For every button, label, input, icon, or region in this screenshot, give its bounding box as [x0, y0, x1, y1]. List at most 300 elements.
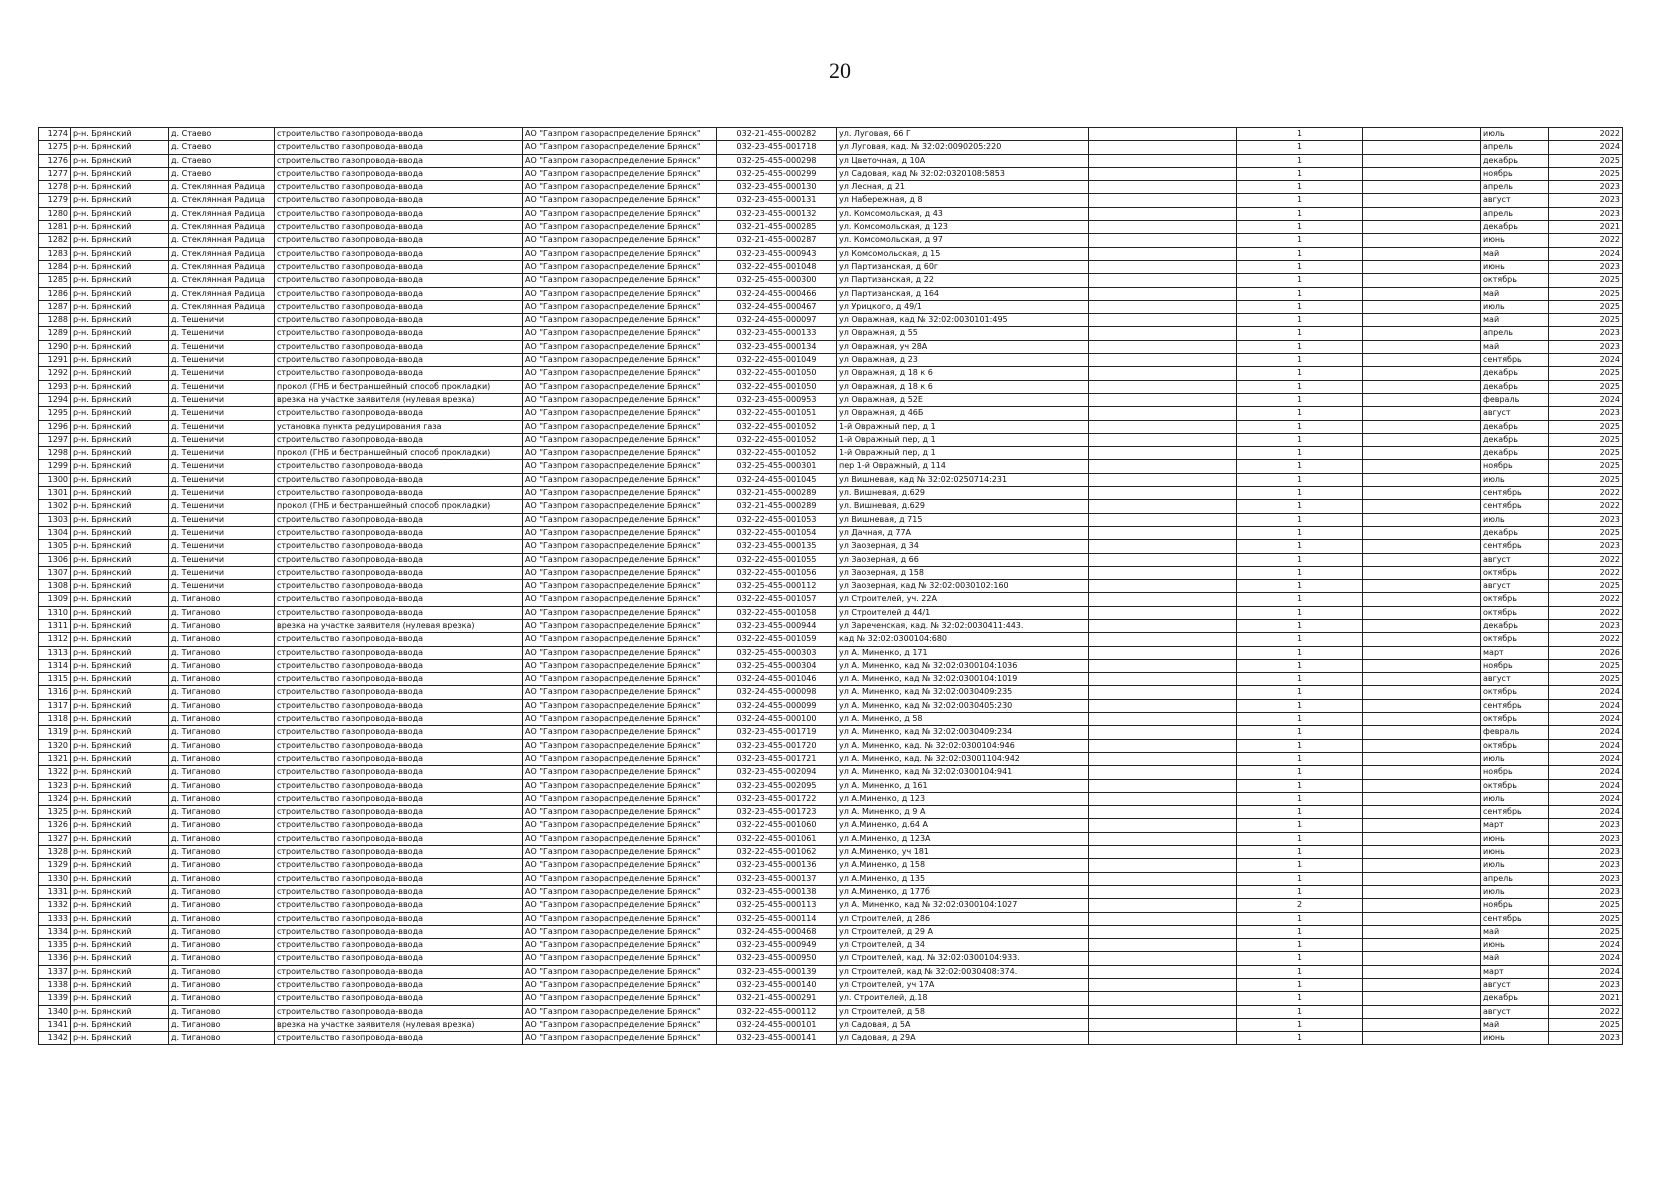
organization-cell: АО "Газпром газораспределение Брянск"	[523, 846, 717, 859]
inventory-number-cell: 032-22-455-001052	[717, 420, 837, 433]
table-row	[39, 526, 1623, 539]
empty-cell-cell	[1363, 686, 1481, 699]
settlement-cell: д. Тиганово	[169, 979, 275, 992]
inventory-number-cell: 032-22-455-001062	[717, 846, 837, 859]
empty-cell-cell	[1363, 885, 1481, 898]
work-type-cell: строительство газопровода-ввода	[275, 872, 523, 885]
month-cell: сентябрь	[1481, 540, 1549, 553]
inventory-number-cell: 032-23-455-000136	[717, 859, 837, 872]
address-cell: ул Заозерная, д 158	[837, 566, 1089, 579]
year-cell: 2025	[1549, 1018, 1623, 1031]
year-cell: 2024	[1549, 779, 1623, 792]
quantity-cell: 1	[1237, 420, 1363, 433]
quantity-cell: 1	[1237, 526, 1363, 539]
empty-cell-cell	[1363, 167, 1481, 180]
empty-cell-cell	[1363, 221, 1481, 234]
inventory-number-cell: 032-21-455-000287	[717, 234, 837, 247]
month-cell: декабрь	[1481, 221, 1549, 234]
quantity-cell: 1	[1237, 925, 1363, 938]
empty-cell-cell	[1089, 274, 1237, 287]
row-number-cell: 1320	[39, 739, 71, 752]
row-number-cell: 1291	[39, 354, 71, 367]
year-cell: 2025	[1549, 433, 1623, 446]
settlement-cell: д. Стеклянная Радица	[169, 260, 275, 273]
month-cell: август	[1481, 1005, 1549, 1018]
row-number-cell: 1278	[39, 181, 71, 194]
organization-cell: АО "Газпром газораспределение Брянск"	[523, 832, 717, 845]
settlement-cell: д. Тешеничи	[169, 513, 275, 526]
address-cell: ул А. Миненко, кад № 32:02:0300104:1019	[837, 673, 1089, 686]
table-row	[39, 1005, 1623, 1018]
inventory-number-cell: 032-22-455-001051	[717, 407, 837, 420]
settlement-cell: д. Тиганово	[169, 713, 275, 726]
inventory-number-cell: 032-23-455-000135	[717, 540, 837, 553]
organization-cell: АО "Газпром газораспределение Брянск"	[523, 487, 717, 500]
year-cell: 2023	[1549, 872, 1623, 885]
organization-cell: АО "Газпром газораспределение Брянск"	[523, 447, 717, 460]
month-cell: август	[1481, 979, 1549, 992]
empty-cell-cell	[1089, 260, 1237, 273]
month-cell: май	[1481, 287, 1549, 300]
inventory-number-cell: 032-22-455-000112	[717, 1005, 837, 1018]
inventory-number-cell: 032-22-455-001052	[717, 447, 837, 460]
work-type-cell: строительство газопровода-ввода	[275, 713, 523, 726]
organization-cell: АО "Газпром газораспределение Брянск"	[523, 513, 717, 526]
month-cell: ноябрь	[1481, 659, 1549, 672]
quantity-cell: 1	[1237, 500, 1363, 513]
address-cell: ул А. Миненко, кад № 32:02:0030405:230	[837, 699, 1089, 712]
empty-cell-cell	[1089, 247, 1237, 260]
organization-cell: АО "Газпром газораспределение Брянск"	[523, 659, 717, 672]
quantity-cell: 1	[1237, 885, 1363, 898]
year-cell: 2025	[1549, 300, 1623, 313]
quantity-cell: 1	[1237, 846, 1363, 859]
table-row	[39, 420, 1623, 433]
inventory-number-cell: 032-23-455-000134	[717, 340, 837, 353]
empty-cell-cell	[1089, 367, 1237, 380]
empty-cell-cell	[1363, 606, 1481, 619]
settlement-cell: д. Тиганово	[169, 992, 275, 1005]
settlement-cell: д. Тиганово	[169, 1032, 275, 1045]
settlement-cell: д. Стаево	[169, 167, 275, 180]
address-cell: ул А. Миненко, кад № 32:02:0300104:941	[837, 766, 1089, 779]
empty-cell-cell	[1089, 819, 1237, 832]
inventory-number-cell: 032-23-455-000950	[717, 952, 837, 965]
organization-cell: АО "Газпром газораспределение Брянск"	[523, 234, 717, 247]
empty-cell-cell	[1089, 939, 1237, 952]
year-cell: 2025	[1549, 380, 1623, 393]
row-number-cell: 1322	[39, 766, 71, 779]
empty-cell-cell	[1089, 380, 1237, 393]
district-cell: р-н. Брянский	[71, 327, 169, 340]
work-type-cell: строительство газопровода-ввода	[275, 939, 523, 952]
row-number-cell: 1334	[39, 925, 71, 938]
quantity-cell: 1	[1237, 965, 1363, 978]
inventory-number-cell: 032-23-455-000140	[717, 979, 837, 992]
table-row	[39, 859, 1623, 872]
organization-cell: АО "Газпром газораспределение Брянск"	[523, 274, 717, 287]
year-cell: 2024	[1549, 806, 1623, 819]
inventory-number-cell: 032-25-455-000112	[717, 580, 837, 593]
month-cell: апрель	[1481, 872, 1549, 885]
row-number-cell: 1300	[39, 473, 71, 486]
year-cell: 2023	[1549, 859, 1623, 872]
district-cell: р-н. Брянский	[71, 460, 169, 473]
empty-cell-cell	[1089, 526, 1237, 539]
organization-cell: АО "Газпром газораспределение Брянск"	[523, 300, 717, 313]
year-cell: 2025	[1549, 314, 1623, 327]
inventory-number-cell: 032-23-455-001721	[717, 752, 837, 765]
inventory-number-cell: 032-22-455-001060	[717, 819, 837, 832]
year-cell: 2025	[1549, 673, 1623, 686]
month-cell: декабрь	[1481, 154, 1549, 167]
month-cell: июль	[1481, 473, 1549, 486]
work-type-cell: строительство газопровода-ввода	[275, 965, 523, 978]
settlement-cell: д. Тиганово	[169, 792, 275, 805]
table-row	[39, 260, 1623, 273]
address-cell: ул Заозерная, кад № 32:02:0030102:160	[837, 580, 1089, 593]
month-cell: май	[1481, 247, 1549, 260]
district-cell: р-н. Брянский	[71, 713, 169, 726]
year-cell: 2025	[1549, 460, 1623, 473]
year-cell: 2023	[1549, 407, 1623, 420]
district-cell: р-н. Брянский	[71, 806, 169, 819]
empty-cell-cell	[1089, 1018, 1237, 1031]
address-cell: кад № 32:02:0300104:680	[837, 633, 1089, 646]
quantity-cell: 1	[1237, 447, 1363, 460]
empty-cell-cell	[1089, 141, 1237, 154]
address-cell: ул Строителей, кад № 32:02:0030408:374.	[837, 965, 1089, 978]
address-cell: ул А. Миненко, кад. № 32:02:03001104:942	[837, 752, 1089, 765]
empty-cell-cell	[1363, 593, 1481, 606]
row-number-cell: 1306	[39, 553, 71, 566]
year-cell: 2025	[1549, 580, 1623, 593]
settlement-cell: д. Тиганово	[169, 846, 275, 859]
row-number-cell: 1296	[39, 420, 71, 433]
organization-cell: АО "Газпром газораспределение Брянск"	[523, 633, 717, 646]
table-row	[39, 367, 1623, 380]
work-type-cell: строительство газопровода-ввода	[275, 487, 523, 500]
work-type-cell: строительство газопровода-ввода	[275, 473, 523, 486]
address-cell: ул А. Миненко, д 58	[837, 713, 1089, 726]
row-number-cell: 1331	[39, 885, 71, 898]
month-cell: июнь	[1481, 234, 1549, 247]
settlement-cell: д. Тиганово	[169, 633, 275, 646]
empty-cell-cell	[1089, 566, 1237, 579]
table-row	[39, 699, 1623, 712]
empty-cell-cell	[1089, 1005, 1237, 1018]
row-number-cell: 1302	[39, 500, 71, 513]
empty-cell-cell	[1363, 260, 1481, 273]
address-cell: ул Овражная, уч 28А	[837, 340, 1089, 353]
inventory-number-cell: 032-22-455-001050	[717, 367, 837, 380]
inventory-number-cell: 032-24-455-000467	[717, 300, 837, 313]
month-cell: май	[1481, 1018, 1549, 1031]
empty-cell-cell	[1363, 247, 1481, 260]
row-number-cell: 1316	[39, 686, 71, 699]
year-cell: 2023	[1549, 327, 1623, 340]
address-cell: ул. Комсомольская, д 123	[837, 221, 1089, 234]
table-row	[39, 619, 1623, 632]
table-row	[39, 447, 1623, 460]
address-cell: ул Строителей, д 58	[837, 1005, 1089, 1018]
year-cell: 2021	[1549, 221, 1623, 234]
year-cell: 2025	[1549, 420, 1623, 433]
settlement-cell: д. Тиганово	[169, 619, 275, 632]
empty-cell-cell	[1363, 420, 1481, 433]
row-number-cell: 1297	[39, 433, 71, 446]
table-row	[39, 1032, 1623, 1045]
empty-cell-cell	[1363, 899, 1481, 912]
empty-cell-cell	[1089, 659, 1237, 672]
year-cell: 2024	[1549, 739, 1623, 752]
year-cell: 2021	[1549, 992, 1623, 1005]
empty-cell-cell	[1089, 593, 1237, 606]
empty-cell-cell	[1363, 646, 1481, 659]
table-row	[39, 274, 1623, 287]
year-cell: 2025	[1549, 287, 1623, 300]
empty-cell-cell	[1089, 473, 1237, 486]
work-type-cell: строительство газопровода-ввода	[275, 699, 523, 712]
quantity-cell: 1	[1237, 181, 1363, 194]
district-cell: р-н. Брянский	[71, 367, 169, 380]
inventory-number-cell: 032-21-455-000285	[717, 221, 837, 234]
inventory-number-cell: 032-23-455-002094	[717, 766, 837, 779]
work-type-cell: строительство газопровода-ввода	[275, 633, 523, 646]
inventory-number-cell: 032-23-455-000133	[717, 327, 837, 340]
year-cell: 2024	[1549, 686, 1623, 699]
inventory-number-cell: 032-23-455-002095	[717, 779, 837, 792]
table-row	[39, 300, 1623, 313]
month-cell: сентябрь	[1481, 354, 1549, 367]
row-number-cell: 1286	[39, 287, 71, 300]
settlement-cell: д. Стеклянная Радица	[169, 274, 275, 287]
inventory-number-cell: 032-25-455-000299	[717, 167, 837, 180]
year-cell: 2022	[1549, 487, 1623, 500]
empty-cell-cell	[1089, 167, 1237, 180]
quantity-cell: 1	[1237, 619, 1363, 632]
inventory-number-cell: 032-23-455-000943	[717, 247, 837, 260]
address-cell: ул Овражная, д 55	[837, 327, 1089, 340]
district-cell: р-н. Брянский	[71, 487, 169, 500]
settlement-cell: д. Тиганово	[169, 925, 275, 938]
month-cell: март	[1481, 965, 1549, 978]
year-cell: 2023	[1549, 885, 1623, 898]
year-cell: 2022	[1549, 606, 1623, 619]
work-type-cell: врезка на участке заявителя (нулевая врезка)	[275, 1018, 523, 1031]
quantity-cell: 1	[1237, 673, 1363, 686]
year-cell: 2025	[1549, 899, 1623, 912]
empty-cell-cell	[1089, 314, 1237, 327]
organization-cell: АО "Газпром газораспределение Брянск"	[523, 128, 717, 141]
address-cell: ул А.Миненко, д 158	[837, 859, 1089, 872]
settlement-cell: д. Тиганово	[169, 832, 275, 845]
empty-cell-cell	[1363, 340, 1481, 353]
organization-cell: АО "Газпром газораспределение Брянск"	[523, 726, 717, 739]
month-cell: декабрь	[1481, 619, 1549, 632]
row-number-cell: 1293	[39, 380, 71, 393]
quantity-cell: 1	[1237, 513, 1363, 526]
table-row	[39, 380, 1623, 393]
work-type-cell: строительство газопровода-ввода	[275, 1005, 523, 1018]
empty-cell-cell	[1363, 819, 1481, 832]
quantity-cell: 1	[1237, 154, 1363, 167]
organization-cell: АО "Газпром газораспределение Брянск"	[523, 779, 717, 792]
table-row	[39, 872, 1623, 885]
work-type-cell: установка пункта редуцирования газа	[275, 420, 523, 433]
address-cell: ул Набережная, д 8	[837, 194, 1089, 207]
quantity-cell: 1	[1237, 380, 1363, 393]
organization-cell: АО "Газпром газораспределение Брянск"	[523, 646, 717, 659]
settlement-cell: д. Тиганово	[169, 885, 275, 898]
inventory-number-cell: 032-23-455-000138	[717, 885, 837, 898]
district-cell: р-н. Брянский	[71, 300, 169, 313]
address-cell: ул Овражная, кад № 32:02:0030101:495	[837, 314, 1089, 327]
inventory-number-cell: 032-24-455-000468	[717, 925, 837, 938]
quantity-cell: 1	[1237, 260, 1363, 273]
settlement-cell: д. Тешеничи	[169, 433, 275, 446]
year-cell: 2026	[1549, 646, 1623, 659]
work-type-cell: строительство газопровода-ввода	[275, 766, 523, 779]
address-cell: 1-й Овражный пер, д 1	[837, 420, 1089, 433]
organization-cell: АО "Газпром газораспределение Брянск"	[523, 420, 717, 433]
district-cell: р-н. Брянский	[71, 686, 169, 699]
district-cell: р-н. Брянский	[71, 141, 169, 154]
district-cell: р-н. Брянский	[71, 526, 169, 539]
quantity-cell: 1	[1237, 128, 1363, 141]
row-number-cell: 1328	[39, 846, 71, 859]
empty-cell-cell	[1089, 407, 1237, 420]
address-cell: ул. Комсомольская, д 97	[837, 234, 1089, 247]
year-cell: 2024	[1549, 792, 1623, 805]
address-cell: ул Овражная, д 18 к 6	[837, 380, 1089, 393]
organization-cell: АО "Газпром газораспределение Брянск"	[523, 526, 717, 539]
year-cell: 2024	[1549, 939, 1623, 952]
table-row	[39, 899, 1623, 912]
row-number-cell: 1342	[39, 1032, 71, 1045]
empty-cell-cell	[1363, 526, 1481, 539]
settlement-cell: д. Стеклянная Радица	[169, 234, 275, 247]
work-type-cell: строительство газопровода-ввода	[275, 367, 523, 380]
district-cell: р-н. Брянский	[71, 912, 169, 925]
row-number-cell: 1287	[39, 300, 71, 313]
empty-cell-cell	[1363, 487, 1481, 500]
table-row	[39, 766, 1623, 779]
organization-cell: АО "Газпром газораспределение Брянск"	[523, 1005, 717, 1018]
quantity-cell: 1	[1237, 992, 1363, 1005]
empty-cell-cell	[1089, 673, 1237, 686]
inventory-number-cell: 032-25-455-000300	[717, 274, 837, 287]
address-cell: ул А. Миненко, кад № 32:02:0030409:235	[837, 686, 1089, 699]
quantity-cell: 1	[1237, 1032, 1363, 1045]
work-type-cell: строительство газопровода-ввода	[275, 593, 523, 606]
district-cell: р-н. Брянский	[71, 154, 169, 167]
work-type-cell: строительство газопровода-ввода	[275, 979, 523, 992]
quantity-cell: 1	[1237, 433, 1363, 446]
address-cell: ул Вишневая, д 715	[837, 513, 1089, 526]
month-cell: июль	[1481, 752, 1549, 765]
month-cell: февраль	[1481, 726, 1549, 739]
empty-cell-cell	[1089, 979, 1237, 992]
month-cell: июнь	[1481, 846, 1549, 859]
register-table	[38, 127, 1623, 1045]
quantity-cell: 1	[1237, 726, 1363, 739]
inventory-number-cell: 032-23-455-001720	[717, 739, 837, 752]
inventory-number-cell: 032-23-455-000130	[717, 181, 837, 194]
empty-cell-cell	[1089, 553, 1237, 566]
work-type-cell: строительство газопровода-ввода	[275, 540, 523, 553]
district-cell: р-н. Брянский	[71, 1005, 169, 1018]
organization-cell: АО "Газпром газораспределение Брянск"	[523, 393, 717, 406]
empty-cell-cell	[1363, 633, 1481, 646]
inventory-number-cell: 032-22-455-001056	[717, 566, 837, 579]
work-type-cell: строительство газопровода-ввода	[275, 686, 523, 699]
year-cell: 2025	[1549, 154, 1623, 167]
empty-cell-cell	[1363, 500, 1481, 513]
inventory-number-cell: 032-22-455-001055	[717, 553, 837, 566]
quantity-cell: 1	[1237, 580, 1363, 593]
empty-cell-cell	[1363, 553, 1481, 566]
row-number-cell: 1284	[39, 260, 71, 273]
month-cell: декабрь	[1481, 420, 1549, 433]
address-cell: ул Овражная, д 52Е	[837, 393, 1089, 406]
empty-cell-cell	[1363, 925, 1481, 938]
empty-cell-cell	[1089, 739, 1237, 752]
organization-cell: АО "Газпром газораспределение Брянск"	[523, 1032, 717, 1045]
quantity-cell: 1	[1237, 806, 1363, 819]
row-number-cell: 1340	[39, 1005, 71, 1018]
address-cell: ул Строителей, уч. 22А	[837, 593, 1089, 606]
row-number-cell: 1337	[39, 965, 71, 978]
district-cell: р-н. Брянский	[71, 247, 169, 260]
empty-cell-cell	[1363, 752, 1481, 765]
table-row	[39, 540, 1623, 553]
work-type-cell: строительство газопровода-ввода	[275, 327, 523, 340]
table-row	[39, 167, 1623, 180]
empty-cell-cell	[1363, 659, 1481, 672]
empty-cell-cell	[1363, 1032, 1481, 1045]
row-number-cell: 1315	[39, 673, 71, 686]
district-cell: р-н. Брянский	[71, 925, 169, 938]
address-cell: ул Строителей, д 34	[837, 939, 1089, 952]
settlement-cell: д. Стеклянная Радица	[169, 221, 275, 234]
organization-cell: АО "Газпром газораспределение Брянск"	[523, 792, 717, 805]
row-number-cell: 1336	[39, 952, 71, 965]
district-cell: р-н. Брянский	[71, 939, 169, 952]
month-cell: сентябрь	[1481, 912, 1549, 925]
work-type-cell: строительство газопровода-ввода	[275, 779, 523, 792]
table-row	[39, 593, 1623, 606]
month-cell: декабрь	[1481, 526, 1549, 539]
district-cell: р-н. Брянский	[71, 819, 169, 832]
address-cell: ул Заозерная, д 66	[837, 553, 1089, 566]
month-cell: май	[1481, 340, 1549, 353]
organization-cell: АО "Газпром газораспределение Брянск"	[523, 713, 717, 726]
work-type-cell: строительство газопровода-ввода	[275, 819, 523, 832]
work-type-cell: строительство газопровода-ввода	[275, 806, 523, 819]
year-cell: 2024	[1549, 726, 1623, 739]
year-cell: 2024	[1549, 752, 1623, 765]
settlement-cell: д. Тешеничи	[169, 380, 275, 393]
address-cell: ул Садовая, д 29А	[837, 1032, 1089, 1045]
month-cell: декабрь	[1481, 367, 1549, 380]
settlement-cell: д. Тешеничи	[169, 314, 275, 327]
table-row	[39, 752, 1623, 765]
table-row	[39, 327, 1623, 340]
year-cell: 2025	[1549, 912, 1623, 925]
empty-cell-cell	[1363, 460, 1481, 473]
month-cell: апрель	[1481, 207, 1549, 220]
